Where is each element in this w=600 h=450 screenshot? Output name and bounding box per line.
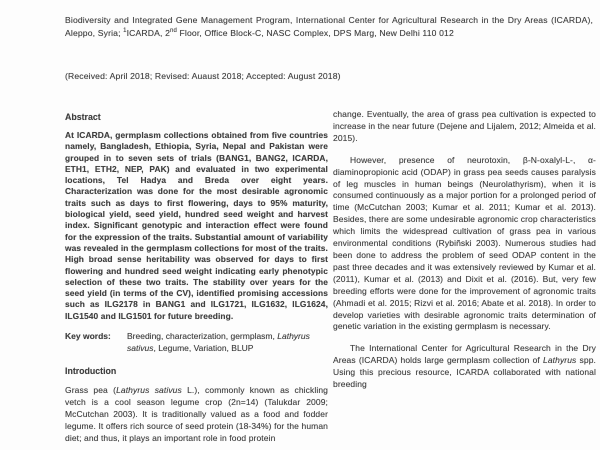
- received-revised-accepted-line: (Received: April 2018; Revised: Auaust 2018; Accepted: August 2018): [65, 71, 341, 81]
- right-p3-text: The International Center for Agricultural Research in the Dry Areas (ICARDA) holds large germplasm collection of: [333, 343, 596, 366]
- keywords-text: Breeding, characterization, germplasm,: [127, 331, 278, 342]
- abstract-heading: Abstract: [65, 112, 101, 122]
- affiliation-text-2: ICARDA, 2: [126, 27, 171, 38]
- intro-text-2: L.), commonly known as chickling vetch is a cool season legume crop (2n=14) (Talukdar 2009; McCutchan 2003). It is traditionally valued as a food and fodder legume. It offers rich source of seed protein (18-34%) for the human diet; and thus, it plays an important role in food protein: [65, 385, 328, 443]
- affiliation-superscript-1: 1: [123, 27, 127, 34]
- right-p3-genus-name: Lathyrus: [543, 355, 577, 366]
- keywords-text-2: , Legume, Variation, BLUP: [153, 342, 254, 353]
- left-column: [65, 112, 328, 445]
- keywords-list: [127, 331, 328, 354]
- affiliation-text-3: Floor, Office Block-C, NASC Complex, DPS Marg, New Delhi 110 012: [177, 27, 454, 38]
- affiliation-superscript-nd: nd: [170, 27, 177, 34]
- keywords-label: Key words:: [65, 331, 111, 342]
- right-column: [333, 109, 596, 391]
- intro-text: Grass pea (: [65, 385, 117, 396]
- affiliation: [65, 14, 593, 39]
- right-p3-text-2: spp. Using this precious resource, ICARDA collaborated with national breeding: [333, 355, 596, 390]
- right-column-paragraph-3: [333, 343, 596, 391]
- keywords-species-name: Lathyrus sativus: [127, 331, 310, 353]
- right-column-paragraph-2: However, presence of neurotoxin, β-N-oxalyl-L-, α-diaminopropionic acid (ODAP) in grass pea seeds causes paralysis of leg muscles in human beings (Neurolathyrism), when it is consumed continuously as a major portion for a prolonged period of time (McCutchan 2003; Kumar et al. 2011; Kumar et al. 2013). Besides, there are some undesirable agronomic crop characteristics which limits the widespread cultivation of grass pea in various environmental conditions (Rybiñski 2003). Numerous studies had been done to address the problem of seed ODAP content in the past three decades and it was extensively reviewed by Kumar et al. (2011), Kumar et al. (2013) and Dixit et al. (2016). But, very few breeding efforts were done for the improvement of agronomic traits (Ahmadi et al. 2015; Rizvi et al. 2016; Abate et al. 2018). In order to develop varieties with desirable agronomic traits determination of genetic variation in the existing germplasm is necessary.: [333, 154, 596, 332]
- right-column-paragraph-1: change. Eventually, the area of grass pea cultivation is expected to increase in the near future (Dejene and Lijalem, 2012; Almeida et al. 2015).: [333, 109, 596, 143]
- affiliation-text: Biodiversity and Integrated Gene Management Program, International Center for Agricultural Research in the Dry Areas (ICARDA), Aleppo, Syria;: [65, 15, 593, 38]
- introduction-heading: Introduction: [65, 366, 117, 377]
- abstract-body: At ICARDA, germplasm collections obtained from five countries namely, Bangladesh, Ethiopia, Syria, Nepal and Pakistan were grouped in to seven sets of trials (BANG1, BANG2, ICARDA, ETH1, ETH2, NEP, PAK) and evaluated in two experimental locations, Tel Hadya and Breda over eight years. Characterization was done for the most desirable agronomic traits such as days to first flowering, days to 95% maturity, biological yield, seed yield, hundred seed weight and harvest index. Significant genotypic and interaction effect were found for the expression of the traits. Substantial amount of variability was revealed in the germplasm collections for most of the traits. High broad sense heritability was observed for days to first flowering and hundred seed weight indicating early phenotypic selection of these two traits. The stability over years for the seed yield (in terms of the CV), identified promising accessions such as ILG2178 in BANG1 and ILG1721, ILG1632, ILG1624, ILG1540 and ILG1501 for future breeding.: [65, 130, 328, 321]
- keywords-block: [65, 331, 328, 354]
- introduction-paragraph: [65, 385, 328, 445]
- intro-species-name: Lathyrus sativus: [116, 385, 182, 396]
